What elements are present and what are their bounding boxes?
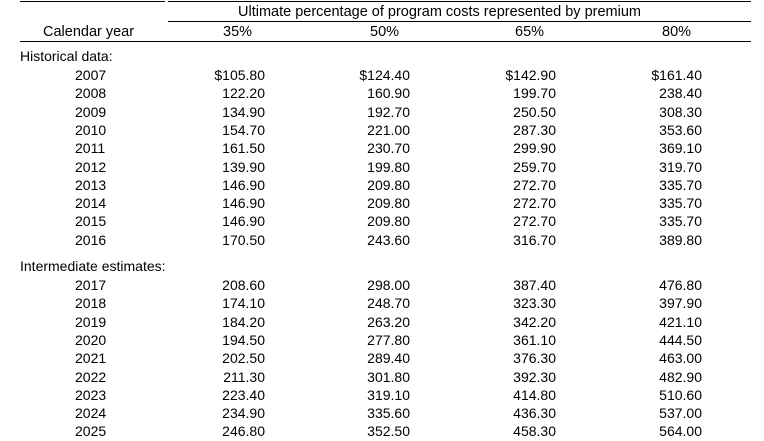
col-header-65: 65%	[515, 24, 545, 40]
value-65-cell: 272.70	[513, 213, 556, 230]
value-50-cell: 289.40	[367, 350, 410, 367]
value-80-cell: 397.90	[659, 295, 702, 312]
calendar-year-cell: 2011	[75, 140, 106, 157]
value-80-cell: 335.70	[659, 176, 702, 193]
calendar-year-cell: 2021	[75, 350, 107, 367]
value-35-cell: 154.70	[222, 121, 265, 138]
value-65-cell: 392.30	[513, 368, 556, 385]
column-group-rule	[168, 21, 751, 22]
table-row	[0, 67, 764, 85]
value-35-cell: 184.20	[222, 313, 265, 330]
col-header-80: 80%	[662, 24, 692, 40]
value-65-cell: 361.10	[513, 331, 556, 348]
value-50-cell: 248.70	[367, 295, 410, 312]
calendar-year-cell: 2007	[75, 67, 107, 83]
table-row	[0, 295, 764, 313]
value-35-cell: 194.50	[222, 331, 265, 348]
value-50-cell: 160.90	[367, 85, 410, 102]
table-row	[0, 140, 764, 158]
table-row	[0, 332, 764, 350]
table-row	[0, 104, 764, 122]
value-65-cell: 342.20	[513, 313, 556, 330]
value-65-cell: 299.90	[513, 140, 556, 157]
value-50-cell: 209.80	[367, 213, 410, 230]
section-label-historical: Historical data:	[20, 48, 113, 64]
calendar-year-cell: 2019	[75, 313, 107, 330]
section-label-intermediate: Intermediate estimates:	[20, 258, 166, 274]
value-65-cell: 323.30	[513, 295, 556, 312]
value-50-cell: 335.60	[367, 405, 410, 422]
value-80-cell: $161.40	[651, 67, 702, 83]
calendar-year-cell: 2023	[75, 386, 107, 403]
value-35-cell: 170.50	[222, 231, 265, 248]
calendar-year-cell: 2022	[75, 368, 107, 385]
table-row	[0, 195, 764, 213]
calendar-year-header: Calendar year	[43, 24, 135, 40]
calendar-year-cell: 2014	[75, 195, 107, 212]
value-50-cell: 192.70	[367, 103, 410, 120]
calendar-year-cell: 2009	[75, 103, 107, 120]
value-80-cell: 389.80	[659, 231, 702, 248]
value-50-cell: 221.00	[367, 121, 410, 138]
value-35-cell: 146.90	[222, 213, 265, 230]
calendar-year-cell: 2008	[75, 85, 107, 102]
col-header-50: 50%	[370, 24, 400, 40]
value-35-cell: 174.10	[222, 295, 265, 312]
value-80-cell: 369.10	[659, 140, 702, 157]
value-35-cell: 202.50	[222, 350, 265, 367]
value-50-cell: 352.50	[367, 423, 410, 440]
value-80-cell: 444.50	[659, 331, 702, 348]
calendar-year-cell: 2013	[75, 176, 107, 193]
value-35-cell: $105.80	[214, 67, 265, 83]
value-80-cell: 564.00	[659, 423, 702, 440]
top-rule-left	[20, 1, 165, 2]
value-65-cell: 272.70	[513, 176, 556, 193]
value-35-cell: 122.20	[222, 85, 265, 102]
value-65-cell: 199.70	[513, 85, 556, 102]
table-row	[0, 85, 764, 103]
calendar-year-cell: 2018	[75, 295, 107, 312]
value-35-cell: 234.90	[222, 405, 265, 422]
value-65-cell: 458.30	[513, 423, 556, 440]
value-35-cell: 223.40	[222, 386, 265, 403]
value-50-cell: 209.80	[367, 176, 410, 193]
value-50-cell: 243.60	[367, 231, 410, 248]
value-50-cell: 230.70	[367, 140, 410, 157]
value-80-cell: 238.40	[659, 85, 702, 102]
value-65-cell: 387.40	[513, 277, 556, 293]
value-35-cell: 161.50	[222, 140, 265, 157]
col-header-35: 35%	[223, 24, 253, 40]
value-50-cell: 298.00	[367, 277, 410, 293]
value-80-cell: 353.60	[659, 121, 702, 138]
calendar-year-cell: 2012	[75, 158, 107, 175]
value-80-cell: 537.00	[659, 405, 702, 422]
value-65-cell: 414.80	[513, 386, 556, 403]
calendar-year-cell: 2015	[75, 213, 107, 230]
value-80-cell: 482.90	[659, 368, 702, 385]
value-50-cell: 319.10	[367, 386, 410, 403]
value-80-cell: 421.10	[659, 313, 702, 330]
value-35-cell: 139.90	[222, 158, 265, 175]
calendar-year-cell: 2024	[75, 405, 107, 422]
calendar-year-cell: 2020	[75, 331, 107, 348]
table-row	[0, 369, 764, 387]
value-50-cell: 277.80	[367, 331, 410, 348]
table-row	[0, 122, 764, 140]
table-row	[0, 314, 764, 332]
table-row	[0, 405, 764, 423]
column-group-title: Ultimate percentage of program costs represented by premium	[238, 4, 641, 20]
value-80-cell: 335.70	[659, 213, 702, 230]
value-35-cell: 134.90	[222, 103, 265, 120]
value-80-cell: 463.00	[659, 350, 702, 367]
value-65-cell: 436.30	[513, 405, 556, 422]
value-65-cell: 259.70	[513, 158, 556, 175]
table-row	[0, 177, 764, 195]
table-row	[0, 232, 764, 250]
value-65-cell: 376.30	[513, 350, 556, 367]
value-35-cell: 146.90	[222, 176, 265, 193]
value-80-cell: 319.70	[659, 158, 702, 175]
table-row	[0, 159, 764, 177]
value-65-cell: $142.90	[505, 67, 556, 83]
value-50-cell: 263.20	[367, 313, 410, 330]
table-row	[0, 213, 764, 231]
value-80-cell: 335.70	[659, 195, 702, 212]
calendar-year-cell: 2010	[75, 121, 107, 138]
table-row	[0, 277, 764, 295]
value-35-cell: 146.90	[222, 195, 265, 212]
value-65-cell: 316.70	[513, 231, 556, 248]
value-65-cell: 250.50	[513, 103, 556, 120]
value-50-cell: 209.80	[367, 195, 410, 212]
calendar-year-cell: 2017	[75, 277, 107, 293]
value-35-cell: 208.60	[222, 277, 265, 293]
value-50-cell: 199.80	[367, 158, 410, 175]
table-row	[0, 387, 764, 405]
calendar-year-cell: 2016	[75, 231, 107, 248]
top-rule-right	[168, 1, 751, 2]
value-50-cell: $124.40	[359, 67, 410, 83]
calendar-year-cell: 2025	[75, 423, 107, 440]
table-row	[0, 423, 764, 441]
table-row	[0, 350, 764, 368]
value-65-cell: 272.70	[513, 195, 556, 212]
value-35-cell: 246.80	[222, 423, 265, 440]
value-65-cell: 287.30	[513, 121, 556, 138]
header-bottom-rule	[20, 41, 751, 42]
value-80-cell: 308.30	[659, 103, 702, 120]
value-80-cell: 476.80	[659, 277, 702, 293]
value-50-cell: 301.80	[367, 368, 410, 385]
value-35-cell: 211.30	[223, 368, 265, 385]
value-80-cell: 510.60	[659, 386, 702, 403]
